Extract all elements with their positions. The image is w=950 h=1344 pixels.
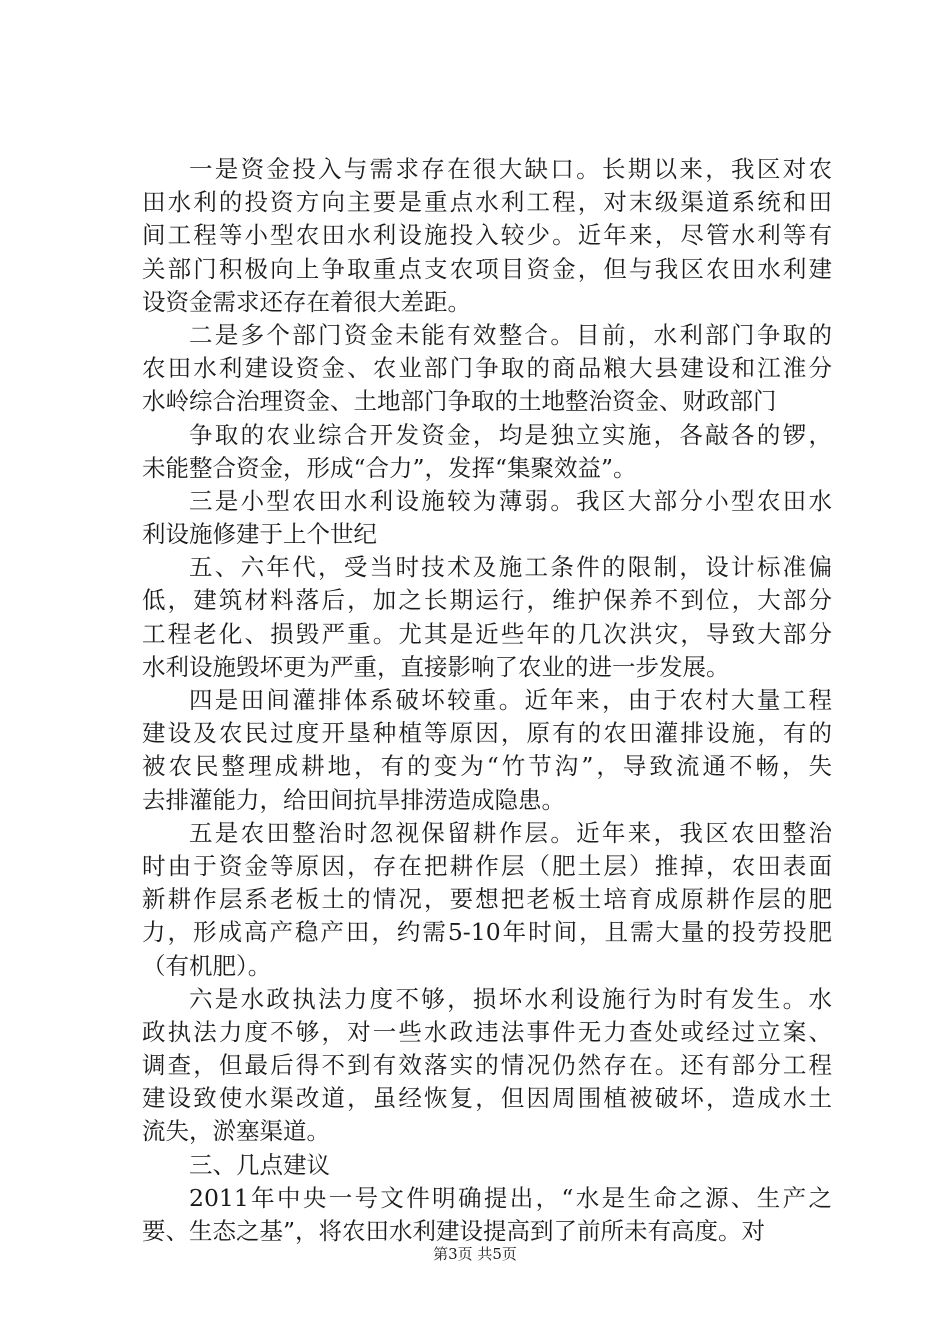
paragraph <box>142 1182 832 1248</box>
text-line: 间工程等小型农田水利设施投入较少。近年来，尽管水利等有 <box>142 221 832 250</box>
text-line: 建设致使水渠改道，虽经恢复，但因周围植被破坏，造成水土 <box>142 1084 832 1113</box>
text-line: 关部门积极向上争取重点支农项目资金，但与我区农田水利建 <box>142 254 832 283</box>
text-line: 设资金需求还存在着很大差距。 <box>142 287 471 316</box>
document-body <box>142 153 832 1248</box>
text-line: 去排灌能力，给田间抗旱排涝造成隐患。 <box>142 785 565 814</box>
text-line: 二是多个部门资金未能有效整合。目前，水利部门争取的 <box>189 320 832 349</box>
paragraph <box>142 485 832 551</box>
text-line: 要、生态之基”，将农田水利建设提高到了前所未有高度。对 <box>142 1217 766 1245</box>
page-footer: 第3页 共5页 <box>433 1245 517 1263</box>
text-line: 时由于资金等原因，存在把耕作层（肥土层）推掉，农田表面 <box>142 851 832 880</box>
paragraph <box>142 419 832 485</box>
text-line: 2011年中央一号文件明确提出，“水是生命之源、生产之 <box>189 1183 832 1212</box>
text-line: 水利设施毁坏更为严重，直接影响了农业的进一步发展。 <box>142 652 730 681</box>
text-line: 三是小型农田水利设施较为薄弱。我区大部分小型农田水 <box>189 486 832 515</box>
text-line: 工程老化、损毁严重。尤其是近些年的几次洪灾，导致大部分 <box>142 619 832 648</box>
text-line: 一是资金投入与需求存在很大缺口。长期以来，我区对农 <box>189 155 832 183</box>
text-line: 五是农田整治时忽视保留耕作层。近年来，我区农田整治 <box>189 818 832 847</box>
text-line: （有机肥）。 <box>142 951 272 980</box>
text-line: 流失，淤塞渠道。 <box>142 1117 330 1146</box>
paragraph <box>142 983 832 1149</box>
text-line: 新耕作层系老板土的情况，要想把老板土培育成原耕作层的肥 <box>142 885 832 914</box>
paragraph <box>142 319 832 419</box>
text-line: 政执法力度不够，对一些水政违法事件无力查处或经过立案、 <box>142 1017 832 1046</box>
paragraph <box>142 551 832 684</box>
text-line: 未能整合资金，形成“合力”，发挥“集聚效益”。 <box>142 453 637 482</box>
text-line: 建设及农民过度开垦种植等原因，原有的农田灌排设施，有的 <box>142 719 832 748</box>
text-line: 四是田间灌排体系破坏较重。近年来，由于农村大量工程 <box>189 686 832 714</box>
text-line: 田水利的投资方向主要是重点水利工程，对末级渠道系统和田 <box>142 188 832 217</box>
text-line: 力，形成高产稳产田，约需5-10年时间，且需大量的投劳投肥 <box>142 918 832 947</box>
paragraph <box>142 817 832 983</box>
text-line: 五、六年代，受当时技术及施工条件的限制，设计标准偏 <box>189 553 832 582</box>
text-line: 农田水利建设资金、农业部门争取的商品粮大县建设和江淮分 <box>142 354 832 383</box>
text-line: 利设施修建于上个世纪 <box>142 520 377 549</box>
text-line: 水岭综合治理资金、土地部门争取的土地整治资金、财政部门 <box>142 387 777 416</box>
paragraph <box>142 1149 832 1182</box>
text-line: 被农民整理成耕地，有的变为“竹节沟”，导致流通不畅，失 <box>142 752 832 781</box>
text-line: 调查，但最后得不到有效落实的情况仍然存在。还有部分工程 <box>142 1051 832 1080</box>
paragraph <box>142 153 832 319</box>
paragraph <box>142 684 832 817</box>
text-line: 争取的农业综合开发资金，均是独立实施，各敲各的锣， <box>189 420 832 449</box>
text-line: 六是水政执法力度不够，损坏水利设施行为时有发生。水 <box>189 984 832 1013</box>
text-line: 三、几点建议 <box>189 1150 330 1179</box>
text-line: 低，建筑材料落后，加之长期运行，维护保养不到位，大部分 <box>142 586 832 615</box>
